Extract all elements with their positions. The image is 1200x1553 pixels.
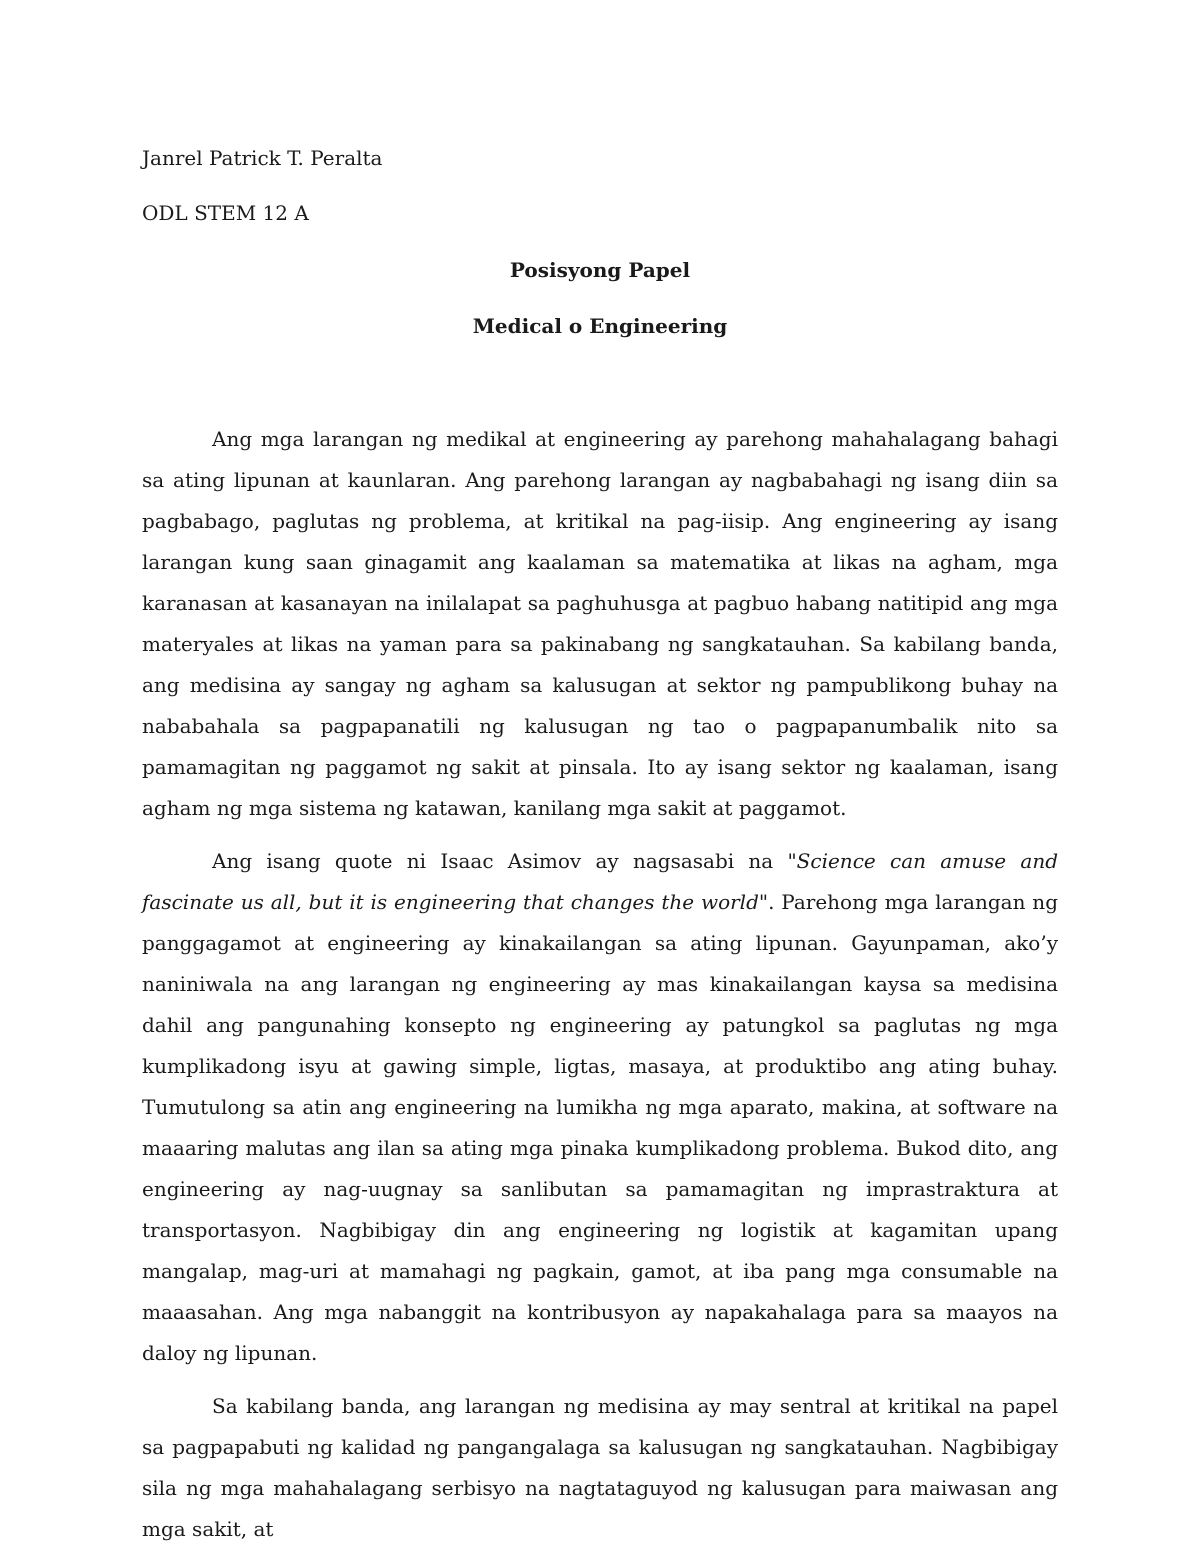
paragraph-2-rest: ". Parehong mga larangan ng panggagamot at engineering ay kinakailangan sa ating lipunan. Gayunpaman, ako’y naniniwala na ang larangan ng engineering ay mas kinakailangan kaysa sa medisina dahil ang pangunahing konsepto ng engineering ay patungkol sa paglutas ng mga kumplikadong isyu at gawing simple, ligtas, masaya, at produktibo ang ating buhay. Tumutulong sa atin ang engineering na lumikha ng mga aparato, makina, at software na maaaring malutas ang ilan sa ating mga pinaka kumplikadong problema. Bukod dito, ang engineering ay nag-uugnay sa sanlibutan sa pamamagitan ng imprastraktura at transportasyon. Nagbibigay din ang engineering ng logistik at kagamitan upang mangalap, mag-uri at mamahagi ng pagkain, gamot, at iba pang mga consumable na maaasahan. Ang mga nabanggit na kontribusyon ay napakahalaga para sa maayos na daloy ng lipunan. bbox=[142, 890, 1058, 1365]
paper-title: Posisyong Papel bbox=[509, 258, 691, 282]
class-section: ODL STEM 12 A bbox=[142, 201, 309, 225]
paragraph-2-intro: Ang isang quote ni Isaac Asimov ay nagsasabi na " bbox=[212, 849, 797, 873]
asimov-quote: Science can amuse and fascinate us all, but it is engineering that changes the world bbox=[142, 849, 1058, 914]
paper-subtitle: Medical o Engineering bbox=[472, 314, 728, 338]
paragraph-1: Ang mga larangan ng medikal at engineering ay parehong mahahalagang bahagi sa ating lipunan at kaunlaran. Ang parehong larangan ay nagbabahagi ng isang diin sa pagbabago, paglutas ng problema, at kritikal na pag-iisip. Ang engineering ay isang larangan kung saan ginagamit ang kaalaman sa matematika at likas na agham, mga karanasan at kasanayan na inilalapat sa paghuhusga at pagbuo habang natitipid ang mga materyales at likas na yaman para sa pakinabang ng sangkatauhan. Sa kabilang banda, ang medisina ay sangay ng agham sa kalusugan at sektor ng pampublikong buhay na nababahala sa pagpapanatili ng kalusugan ng tao o pagpapanumbalik nito sa pamamagitan ng paggamot ng sakit at pinsala. Ito ay isang sektor ng kaalaman, isang agham ng mga sistema ng katawan, kanilang mga sakit at paggamot. bbox=[142, 427, 1058, 820]
author-name: Janrel Patrick T. Peralta bbox=[142, 146, 383, 170]
body-text bbox=[142, 419, 1058, 1550]
paragraph-3: Sa kabilang banda, ang larangan ng medisina ay may sentral at kritikal na papel sa pagpapabuti ng kalidad ng pangangalaga sa kalusugan ng sangkatauhan. Nagbibigay sila ng mga mahahalagang serbisyo na nagtataguyod ng kalusugan para maiwasan ang mga sakit, at bbox=[142, 1394, 1058, 1541]
paragraph-2 bbox=[142, 841, 1058, 1374]
